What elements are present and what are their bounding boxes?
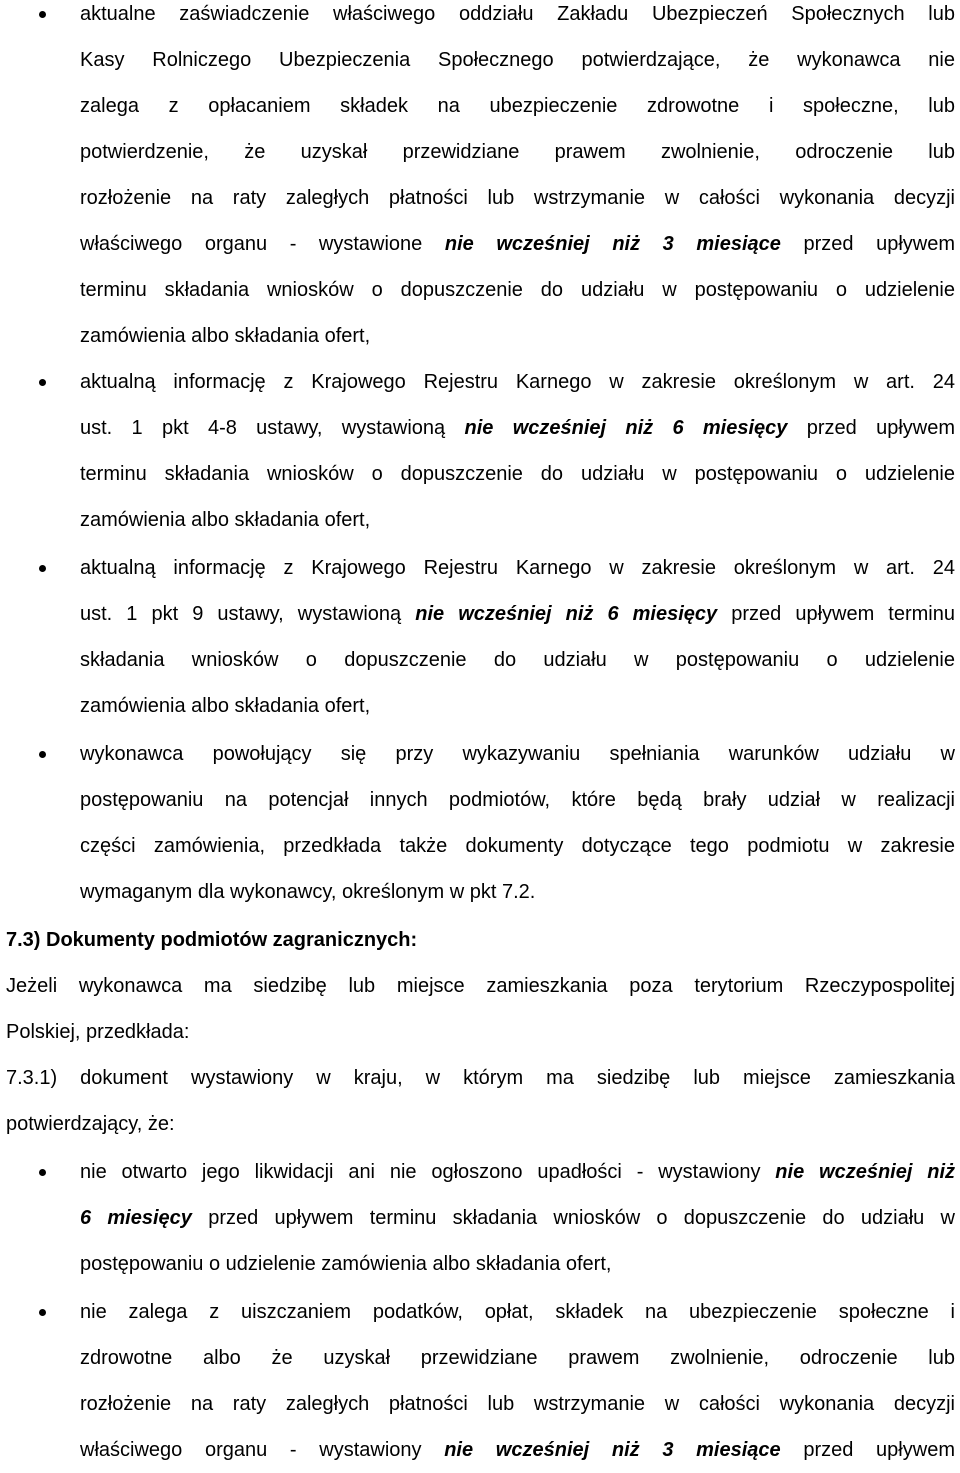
text-line: nie zalega z uiszczaniem podatków, opłat, składek na ubezpieczenie społeczne i bbox=[80, 1301, 955, 1323]
text-line: zdrowotne albo że uzyskał przewidziane prawem zwolnienie, odroczenie lub bbox=[80, 1347, 955, 1369]
text-run: ust. 1 pkt 9 ustawy, wystawioną bbox=[80, 603, 402, 625]
bullet-text bbox=[80, 1149, 955, 1287]
bullet-icon bbox=[39, 751, 46, 758]
text-line: aktualne zaświadczenie właściwego oddziału Zakładu Ubezpieczeń Społecznych lub bbox=[80, 3, 955, 25]
text-line: potwierdzający, że: bbox=[6, 1113, 175, 1135]
text-run: nie otwarto jego likwidacji ani nie ogłoszono upadłości - wystawiony bbox=[80, 1161, 761, 1183]
text-line: składania wniosków o dopuszczenie do udziału w postępowaniu o udzielenie bbox=[80, 649, 955, 671]
text-line bbox=[80, 1195, 955, 1241]
bullet-text bbox=[80, 1289, 955, 1473]
bullet-icon bbox=[39, 565, 46, 572]
deadline-emphasis: 6 miesięcy bbox=[80, 1207, 192, 1229]
text-run: ust. 1 pkt 4-8 ustawy, wystawioną bbox=[80, 417, 446, 439]
deadline-emphasis: nie wcześniej niż 6 miesięcy bbox=[415, 603, 718, 625]
text-line: zamówienia albo składania ofert, bbox=[80, 509, 371, 531]
bullet-icon bbox=[39, 1309, 46, 1316]
text-line: terminu składania wniosków o dopuszczenie do udziału w postępowaniu o udzielenie bbox=[80, 279, 955, 301]
text-line bbox=[80, 1427, 955, 1473]
intro-paragraph bbox=[6, 963, 955, 1055]
text-line: wymaganym dla wykonawcy, określonym w pkt 7.2. bbox=[80, 881, 536, 903]
text-line bbox=[80, 405, 955, 451]
text-line: Kasy Rolniczego Ubezpieczenia Społecznego potwierdzające, że wykonawca nie bbox=[80, 49, 955, 71]
bullet-text bbox=[80, 359, 955, 543]
text-run: przed upływem bbox=[806, 417, 955, 439]
bullet-text bbox=[80, 731, 955, 915]
text-line: części zamówienia, przedkłada także dokumenty dotyczące tego podmiotu w zakresie bbox=[80, 835, 955, 857]
text-line: potwierdzenie, że uzyskał przewidziane prawem zwolnienie, odroczenie lub bbox=[80, 141, 955, 163]
text-line: postępowaniu o udzielenie zamówienia albo składania ofert, bbox=[80, 1253, 612, 1275]
bullet-text bbox=[80, 0, 955, 359]
text-run: właściwego organu - wystawione bbox=[80, 233, 423, 255]
deadline-emphasis: nie wcześniej niż 6 miesięcy bbox=[464, 417, 788, 439]
text-line: zamówienia albo składania ofert, bbox=[80, 325, 371, 347]
subpoint-7-3-1 bbox=[6, 1055, 955, 1147]
bullet-text bbox=[80, 545, 955, 729]
text-line bbox=[80, 591, 955, 637]
text-run: przed upływem bbox=[803, 1439, 955, 1461]
bullet-icon bbox=[39, 11, 46, 18]
text-line bbox=[80, 221, 955, 267]
text-line: rozłożenie na raty zaległych płatności lub wstrzymanie w całości wykonania decyzji bbox=[80, 187, 955, 209]
text-line: wykonawca powołujący się przy wykazywaniu spełniania warunków udziału w bbox=[80, 743, 955, 765]
text-run: właściwego organu - wystawiony bbox=[80, 1439, 422, 1461]
text-line: Jeżeli wykonawca ma siedzibę lub miejsce zamieszkania poza terytorium Rzeczypospolitej bbox=[6, 975, 955, 997]
text-line: rozłożenie na raty zaległych płatności lub wstrzymanie w całości wykonania decyzji bbox=[80, 1393, 955, 1415]
bullet-icon bbox=[39, 1169, 46, 1176]
text-line: zalega z opłacaniem składek na ubezpieczenie zdrowotne i społeczne, lub bbox=[80, 95, 955, 117]
text-line: postępowaniu na potencjał innych podmiotów, które będą brały udział w realizacji bbox=[80, 789, 955, 811]
text-line: aktualną informację z Krajowego Rejestru Karnego w zakresie określonym w art. 24 bbox=[80, 371, 955, 393]
text-run: przed upływem terminu składania wniosków o dopuszczenie do udziału w bbox=[208, 1207, 956, 1229]
text-line: terminu składania wniosków o dopuszczenie do udziału w postępowaniu o udzielenie bbox=[80, 463, 955, 485]
text-line bbox=[80, 1149, 955, 1195]
text-run: przed upływem bbox=[803, 233, 955, 255]
bullet-icon bbox=[39, 379, 46, 386]
text-line: aktualną informację z Krajowego Rejestru Karnego w zakresie określonym w art. 24 bbox=[80, 557, 955, 579]
deadline-emphasis: nie wcześniej niż 3 miesiące bbox=[444, 1439, 781, 1461]
text-line: zamówienia albo składania ofert, bbox=[80, 695, 371, 717]
deadline-emphasis: nie wcześniej niż 3 miesiące bbox=[444, 233, 781, 255]
section-heading bbox=[6, 917, 955, 963]
text-line: Polskiej, przedkłada: bbox=[6, 1021, 190, 1043]
deadline-emphasis: nie wcześniej niż bbox=[775, 1161, 956, 1183]
text-run: przed upływem terminu bbox=[731, 603, 955, 625]
section-heading-text: 7.3) Dokumenty podmiotów zagranicznych: bbox=[6, 929, 418, 951]
text-line: 7.3.1) dokument wystawiony w kraju, w którym ma siedzibę lub miejsce zamieszkania bbox=[6, 1067, 955, 1089]
